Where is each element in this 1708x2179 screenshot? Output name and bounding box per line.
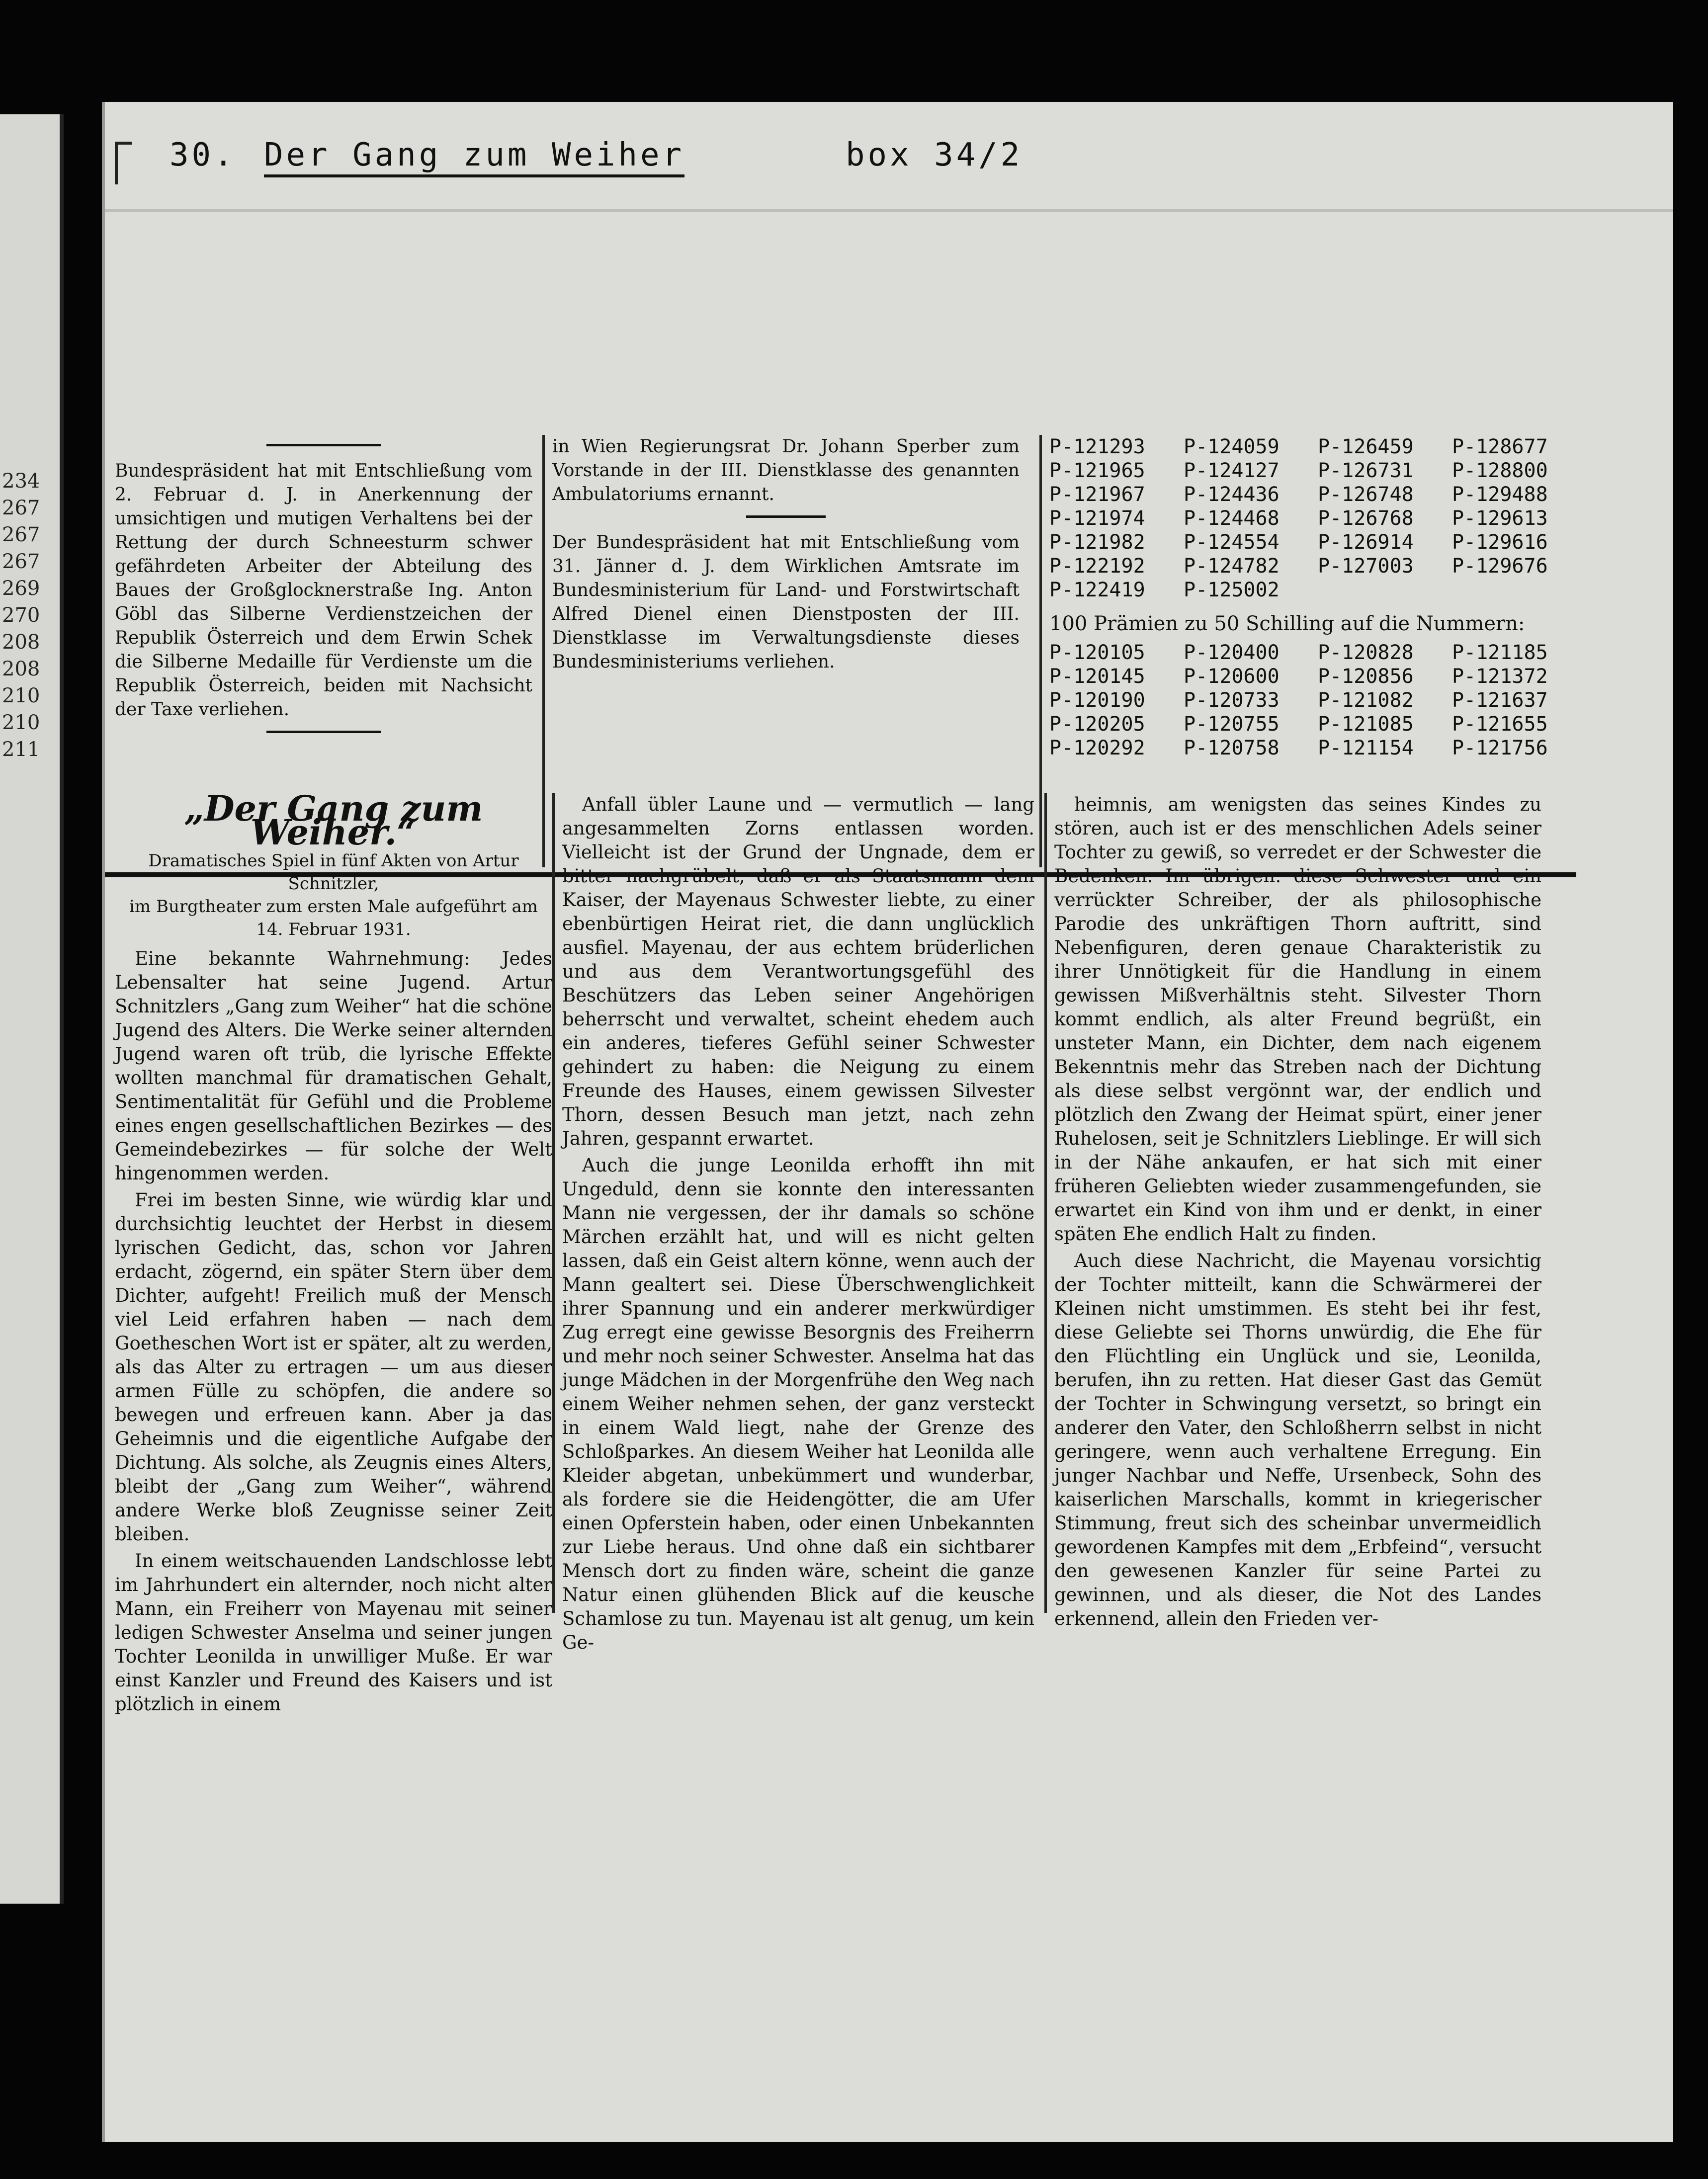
subtitle-line: Dramatisches Spiel in fünf Akten von Artur Schnitzler, [148,851,519,894]
lottery-number: P-126459 [1318,435,1414,458]
lottery-number: P-120828 [1318,641,1414,664]
lottery-number: P-121655 [1452,713,1548,736]
subtitle-line: im Burgtheater zum ersten Male aufgeführt am [129,897,538,917]
article-paragraph: Eine bekannte Wahrnehmung: Jedes Lebensalter hat seine Jugend. Artur Schnitzlers „Gang zum Weiher“ hat die schöne Jugend des Alters. Die Werke seiner alternden Jugend waren oft trüb, die lyrische Effekte wollten manchmal für dramatischen Gehalt, Sentimentalität für Gefühl und die Probleme eines engen gesellschaftlichen Bezirkes — des Gemeindebezirkes — für solche der Welt hingenommen werden. [115,948,552,1184]
lottery-number [1318,578,1442,602]
lottery-number: P-120292 [1049,737,1145,759]
lottery-number: P-129676 [1452,555,1548,578]
strip-text: 270 [2,604,40,627]
article-column-3 [1054,793,1541,1634]
article-paragraph: Auch diese Nachricht, die Mayenau vorsichtig der Tochter mitteilt, kann die Schwärmerei der Kleinen nicht umstimmen. Es steht bei ihr fest, diese Geliebte sei Thorns unwürdig, die Ehe für den Flüchtling ein Unglück und sie, Leonilda, berufen, ihn zu retten. Hat dieser Gast das Gemüt der Tochter in Schwingung versetzt, so bringt ein anderer den Vater, den Schloßherrn selbst in nicht geringere, wenn auch verhaltene Erregung. Ein junger Nachbar und Neffe, Ursenbeck, Sohn des kaiserlichen Marschalls, kommt in kriegerischer Stimmung, freut sich des scheinbar unvermeidlich gewordenen Kampfes mit dem „Erbfeind“, versucht den gewesenen Kanzler für seine Partei zu gewinnen, und als dieser, die Not des Landes erkennend, allein den Frieden ver- [1054,1250,1541,1629]
lottery-number [1452,578,1576,602]
lottery-number: P-127003 [1318,555,1414,578]
lottery-number: P-120105 [1049,641,1145,664]
lottery-number: P-121154 [1318,737,1414,759]
lottery-number: P-121372 [1452,665,1548,688]
lottery-number: P-120190 [1049,689,1145,712]
column-rule [552,793,555,1613]
notice-column-1 [115,435,532,746]
strip-text: 267 [2,523,40,546]
lottery-number: P-126731 [1318,459,1414,482]
notice-paragraph: Der Bundespräsident hat mit Entschließung vom 31. Jänner d. J. dem Wirklichen Amtsrate im Bundesministerium für Land- und Forstwirtschaft Alfred Dienel einen Dienstposten der III. Dienstklasse im Verwaltungsdienste dieses Bundesministeriums verliehen. [552,532,1020,672]
lottery-number: P-121982 [1049,531,1145,554]
lottery-column [1049,435,1576,760]
lottery-number: P-120856 [1318,665,1414,688]
lottery-number: P-124554 [1184,531,1280,554]
article-paragraph: In einem weitschauenden Landschlosse lebt im Jahrhundert ein alternder, noch nicht alter Mann, ein Freiherr von Mayenau mit seiner ledigen Schwester Anselma und seiner jungen Tochter Leonilda in unwilliger Muße. Er war einst Kanzler und Freund des Kaisers und ist plötzlich in einem [115,1550,552,1715]
lottery-grid-bottom [1049,641,1576,760]
notice-paragraph: in Wien Regierungsrat Dr. Johann Sperber zum Vorstande in der III. Dienstklasse des genannten Ambulatoriums ernannt. [552,436,1020,504]
subtitle-line: 14. Februar 1931. [256,920,411,939]
lottery-number: P-129616 [1452,531,1548,554]
strip-text: 267 [2,550,40,573]
lottery-number: P-120205 [1049,713,1145,736]
lottery-heading: 100 Prämien zu 50 Schilling auf die Nummern: [1049,612,1525,635]
lottery-grid-top [1049,435,1576,602]
lottery-number: P-126748 [1318,483,1414,506]
lottery-number: P-125002 [1184,579,1280,601]
article-column-1 [115,788,552,1719]
strip-text: 211 [2,738,40,761]
lottery-number: P-121967 [1049,483,1145,506]
lottery-number: P-120755 [1184,713,1280,736]
lottery-number: P-124127 [1184,459,1280,482]
lottery-number: P-128677 [1452,435,1548,458]
lottery-number: P-121185 [1452,641,1548,664]
archive-header [105,102,1673,206]
header-divider [105,209,1673,212]
bracket-mark [115,142,132,184]
lottery-number: P-124436 [1184,483,1280,506]
lottery-number: P-124468 [1184,507,1280,530]
column-rule [1044,793,1047,1613]
lottery-number: P-121293 [1049,435,1145,458]
lottery-number: P-120145 [1049,665,1145,688]
dash-rule [266,444,381,446]
article-paragraph: Anfall übler Laune und — vermutlich — lang angesammelten Zorns entlassen worden. Vielleicht ist der Grund der Ungnade, dem er bitter nachgrübelt, daß er als Staatsmann dem Kaiser, der Mayenaus Schwester liebte, zu einer ebenbürtigen Heirat riet, die dann unglücklich ausfiel. Mayenau, der aus echtem brüderlichen und aus dem Verantwortungsgefühl des Beschützers das Leben seiner Angehörigen beherrscht und verwaltet, scheint ehedem auch ein anderes, tieferes Gefühl seiner Schwester gehindert zu haben: die Neigung zu einem Freunde des Hauses, einem gewissen Silvester Thorn, dessen Besuch man jetzt, nach zehn Jahren, gespannt erwartet. [562,794,1034,1149]
lottery-number: P-121756 [1452,737,1548,759]
strip-text: 210 [2,711,40,734]
lottery-number: P-121085 [1318,713,1414,736]
lottery-number: P-126768 [1318,507,1414,530]
strip-text: 234 [2,470,40,493]
article-subtitle [115,849,552,941]
lottery-number: P-121965 [1049,459,1145,482]
lottery-number: P-126914 [1318,531,1414,554]
strip-text: 269 [2,577,40,600]
folder-title: Der Gang zum Weiher [264,137,684,177]
lottery-number: P-120758 [1184,737,1280,759]
dash-rule [266,731,381,733]
notice-paragraph: Bundespräsident hat mit Entschließung vom 2. Februar d. J. in Anerkennung der umsichtigen und mutigen Verhaltens bei der Rettung der durch Schneesturm schwer gefährdeten Arbeiter der Abteilung des Baues der Großglocknerstraße Ing. Anton Göbl das Silberne Verdienstzeichen der Republik Österreich und dem Erwin Schek die Silberne Medaille für Verdienste um die Republik Österreich, beiden mit Nachsicht der Taxe verliehen. [115,461,532,720]
article-section [105,788,1546,1737]
lottery-number: P-129488 [1452,483,1548,506]
strip-text: 267 [2,497,40,519]
article-column-2 [562,793,1034,1658]
folder-number: 30. [170,137,236,173]
lottery-number: P-124782 [1184,555,1280,578]
lottery-number: P-120733 [1184,689,1280,712]
dash-rule [746,515,826,518]
lottery-number: P-120600 [1184,665,1280,688]
lottery-number: P-122419 [1049,579,1145,601]
article-paragraph: Frei im besten Sinne, wie würdig klar und durchsichtig leuchtet der Herbst in diesem lyrischen Gedicht, das, schon vor Jahren erdacht, zögernd, ein später Stern über dem Dichter, aufgeht! Freilich muß der Mensch viel Leid erfahren haben — nach dem Goetheschen Wort ist er später, alt zu werden, als das Alter zu ertragen — um aus dieser armen Fülle zu schöpfen, die andere so bewegen und erfreuen kann. Aber ja das Geheimnis und die eigentliche Aufgabe der Dichtung. Als solche, als Zeugnis eines Alters, bleibt der „Gang zum Weiher“, während andere Werke bloß Zeugnisse seiner Zeit bleiben. [115,1189,552,1545]
strip-text: 210 [2,684,40,707]
strip-text: 208 [2,658,40,680]
article-paragraph: heimnis, am wenigsten das seines Kindes zu stören, auch ist er des menschlichen Adels seiner Tochter zu gewiß, so verredet er der Schwester die Bedenken. Im übrigen: diese Schwester und ein verrückter Schreiber, der als philosophische Parodie des unkräftigen Thorn auftritt, sind Nebenfiguren, deren genaue Charakteristik zu ihrer Unnötigkeit für die Handlung in einem gewissen Mißverhältnis steht. Silvester Thorn kommt endlich, als alter Freund begrüßt, ein unsteter Mann, ein Dichter, dem nach eigenem Bekenntnis mehr das Streben nach der Dichtung als diese selbst vergönnt war, der endlich und plötzlich den Zwang der Heimat spürt, einer jener Ruhelosen, seit je Schnitzlers Lieblinge. Er will sich in der Nähe ankaufen, er hat sich mit einer früheren Geliebten wieder zusammengefunden, sie erwartet ein Kind von ihm und er denkt, in einer späten Ehe endlich Halt zu finden. [1054,794,1541,1245]
article-paragraph: Auch die junge Leonilda erhofft ihn mit Ungeduld, denn sie konnte den interessanten Mann nie vergessen, der ihr damals so schöne Märchen erzählt hat, und will es nicht gelten lassen, daß ein Geist altern könne, wenn auch der Mann gealtert sei. Diese Überschwenglichkeit ihrer Spannung und ein anderer merkwürdiger Zug erregt eine gewisse Besorgnis des Freiherrn und mehr noch seiner Schwester. Anselma hat das junge Mädchen in der Morgenfrühe den Weg nach einem Weiher nehmen sehen, der ganz versteckt in einem Wald liegt, nahe der Grenze des Schloßparkes. An diesem Weiher hat Leonilda alle Kleider abgetan, unbekümmert und wunderbar, als fordere sie die Heidengötter, die am Ufer einen Opferstein haben, oder einen Unbekannten zur Liebe heraus. Und ohne daß ein sichtbarer Mensch dort zu finden wäre, scheint die ganze Natur einen glühenden Blick auf die keusche Schamlose zu tun. Mayenau ist alt genug, um kein Ge- [562,1155,1034,1653]
lottery-number: P-129613 [1452,507,1548,530]
lottery-number: P-122192 [1049,555,1145,578]
notice-column-2 [552,435,1020,679]
lottery-number: P-121082 [1318,689,1414,712]
box-label: box 34/2 [846,137,1023,173]
lottery-number: P-124059 [1184,435,1280,458]
article-title: „Der Gang zum Weiher.“ [184,788,483,853]
lottery-number: P-128800 [1452,459,1548,482]
lottery-number: P-120400 [1184,641,1280,664]
lottery-number: P-121974 [1049,507,1145,530]
lottery-number: P-121637 [1452,689,1548,712]
strip-text: 208 [2,631,40,654]
adjacent-page-strip [0,114,64,1904]
clipping-sheet [102,102,1673,2142]
